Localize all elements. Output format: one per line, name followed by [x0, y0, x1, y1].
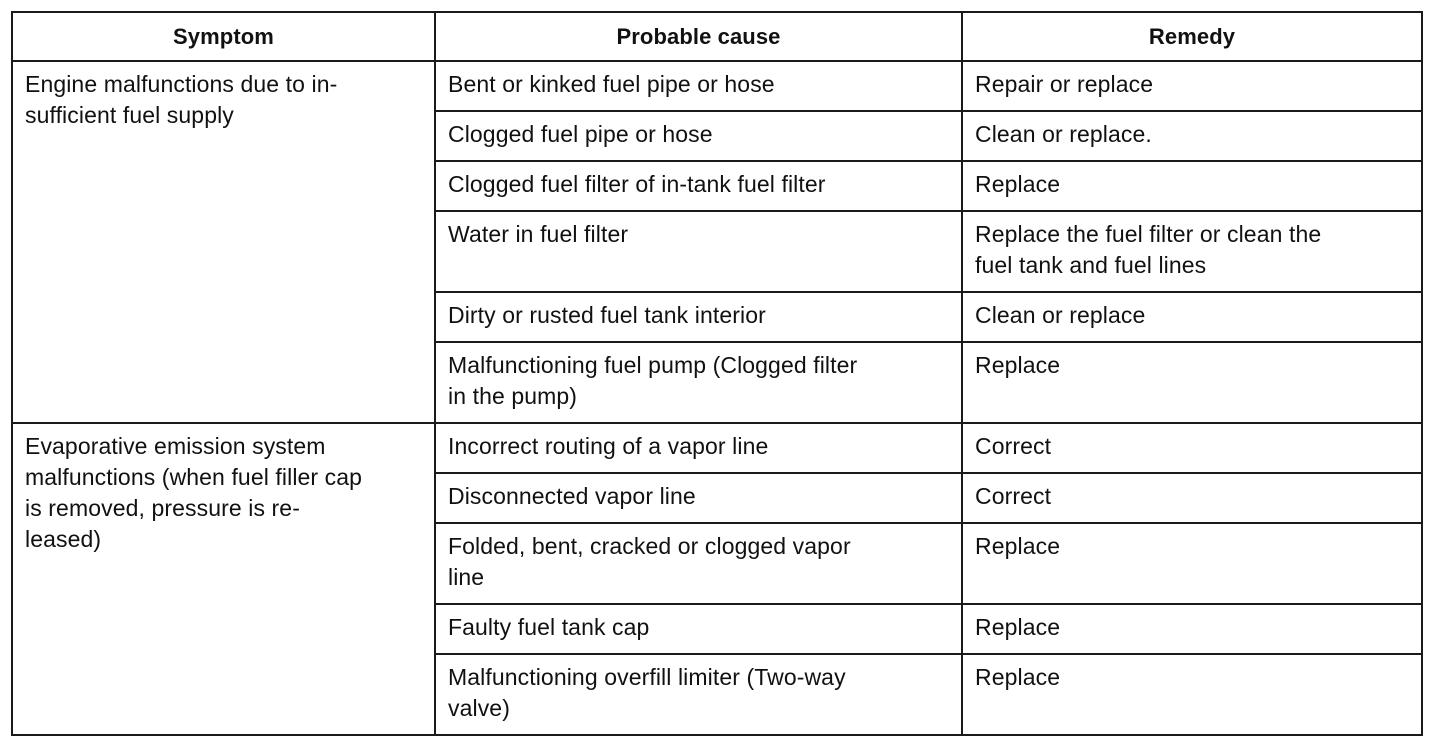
cause-cell: Clogged fuel pipe or hose	[435, 111, 962, 161]
header-remedy: Remedy	[962, 12, 1422, 61]
remedy-cell: Replace	[962, 161, 1422, 211]
cause-cell: Bent or kinked fuel pipe or hose	[435, 61, 962, 111]
cause-cell: Folded, bent, cracked or clogged vapor line	[435, 523, 962, 604]
remedy-cell: Replace	[962, 523, 1422, 604]
table-row	[12, 423, 1422, 473]
cause-cell: Malfunctioning fuel pump (Clogged filter in the pump)	[435, 342, 962, 423]
remedy-cell: Correct	[962, 423, 1422, 473]
cause-cell: Malfunctioning overfill limiter (Two-way valve)	[435, 654, 962, 735]
cause-cell: Faulty fuel tank cap	[435, 604, 962, 654]
cause-cell: Disconnected vapor line	[435, 473, 962, 523]
cause-cell: Clogged fuel filter of in-tank fuel filter	[435, 161, 962, 211]
cause-cell: Water in fuel filter	[435, 211, 962, 292]
remedy-cell: Clean or replace.	[962, 111, 1422, 161]
troubleshooting-table	[11, 11, 1423, 736]
header-probable-cause: Probable cause	[435, 12, 962, 61]
cause-cell: Dirty or rusted fuel tank interior	[435, 292, 962, 342]
symptom-cell: Evaporative emission system malfunctions (when fuel filler cap is removed, pressure is re- leased)	[12, 423, 435, 735]
symptom-cell: Engine malfunctions due to in- sufficient fuel supply	[12, 61, 435, 423]
remedy-cell: Replace	[962, 342, 1422, 423]
remedy-cell: Replace the fuel filter or clean the fuel tank and fuel lines	[962, 211, 1422, 292]
remedy-cell: Replace	[962, 604, 1422, 654]
table-row	[12, 61, 1422, 111]
remedy-cell: Correct	[962, 473, 1422, 523]
remedy-cell: Clean or replace	[962, 292, 1422, 342]
remedy-cell: Repair or replace	[962, 61, 1422, 111]
remedy-cell: Replace	[962, 654, 1422, 735]
header-row	[12, 12, 1422, 61]
header-symptom: Symptom	[12, 12, 435, 61]
cause-cell: Incorrect routing of a vapor line	[435, 423, 962, 473]
